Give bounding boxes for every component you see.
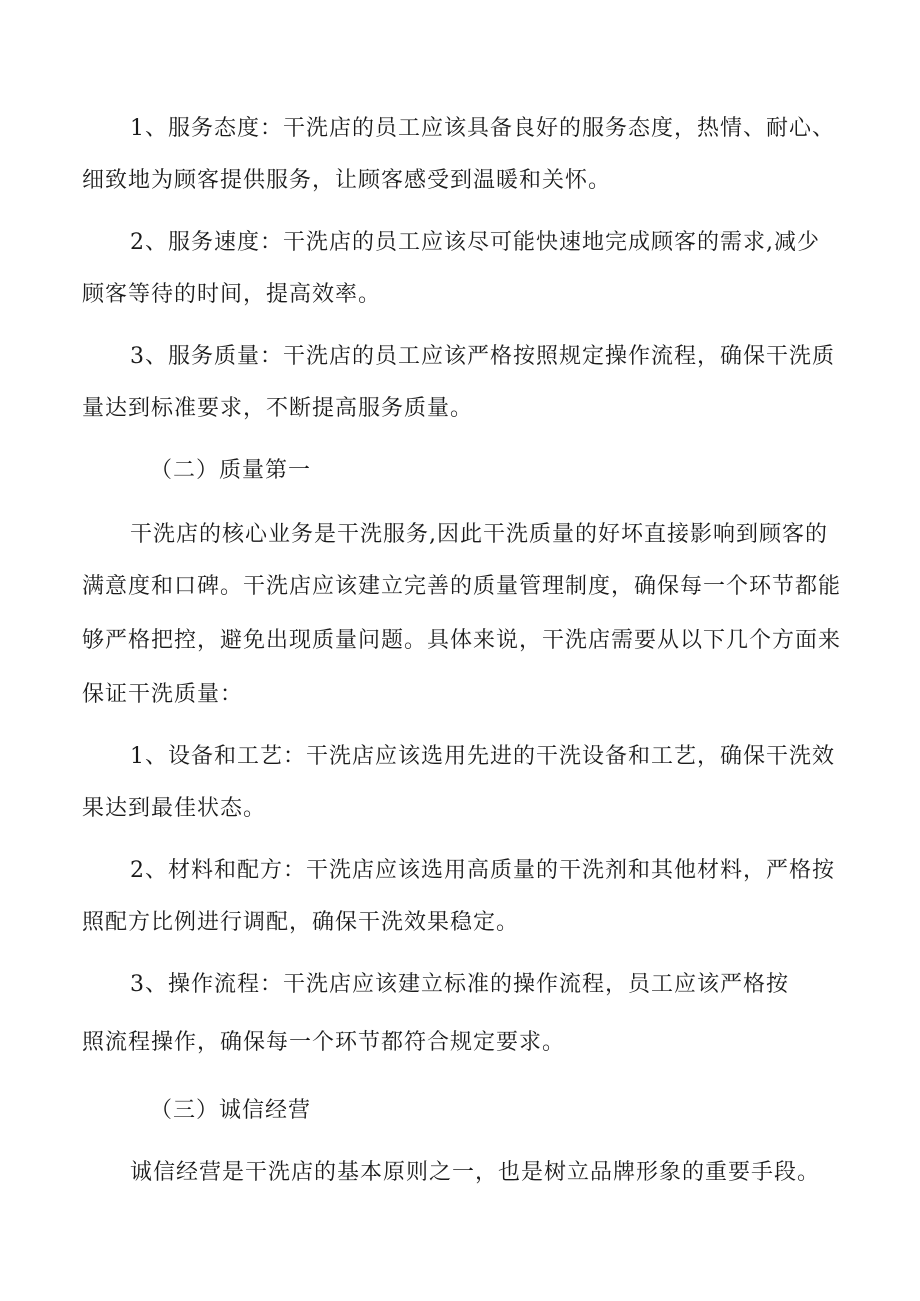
section-heading: （三）诚信经营: [150, 1098, 312, 1123]
text-line: 1、设备和工艺：干洗店应该选用先进的干洗设备和工艺，确保干洗效: [130, 744, 835, 769]
text-line: 够严格把控，避免出现质量问题。具体来说，干洗店需要从以下几个方面来: [82, 628, 842, 653]
text-line: 3、操作流程：干洗店应该建立标准的操作流程，员工应该严格按: [130, 972, 789, 997]
section-heading: （二）质量第一: [150, 458, 312, 483]
text-line: 干洗店的核心业务是干洗服务,因此干洗质量的好坏直接影响到顾客的: [130, 522, 828, 547]
text-line: 照配方比例进行调配，确保干洗效果稳定。: [82, 910, 520, 935]
text-line: 量达到标准要求，不断提高服务质量。: [82, 396, 474, 421]
text-line: 满意度和口碑。干洗店应该建立完善的质量管理制度，确保每一个环节都能: [82, 574, 842, 599]
text-line: 照流程操作，确保每一个环节都符合规定要求。: [82, 1030, 566, 1055]
text-line: 顾客等待的时间，提高效率。: [82, 282, 382, 307]
text-line: 细致地为顾客提供服务，让顾客感受到温暖和关怀。: [82, 168, 612, 193]
text-line: 2、材料和配方：干洗店应该选用高质量的干洗剂和其他材料，严格按: [130, 858, 835, 883]
text-line: 保证干洗质量：: [82, 682, 244, 707]
text-line: 果达到最佳状态。: [82, 796, 267, 821]
text-line: 2、服务速度：干洗店的员工应该尽可能快速地完成顾客的需求,减少: [130, 230, 820, 255]
text-line: 1、服务态度：干洗店的员工应该具备良好的服务态度，热情、耐心、: [130, 116, 835, 141]
text-line: 3、服务质量：干洗店的员工应该严格按照规定操作流程，确保干洗质: [130, 344, 835, 369]
text-line: 诚信经营是干洗店的基本原则之一，也是树立品牌形象的重要手段。: [130, 1160, 821, 1185]
